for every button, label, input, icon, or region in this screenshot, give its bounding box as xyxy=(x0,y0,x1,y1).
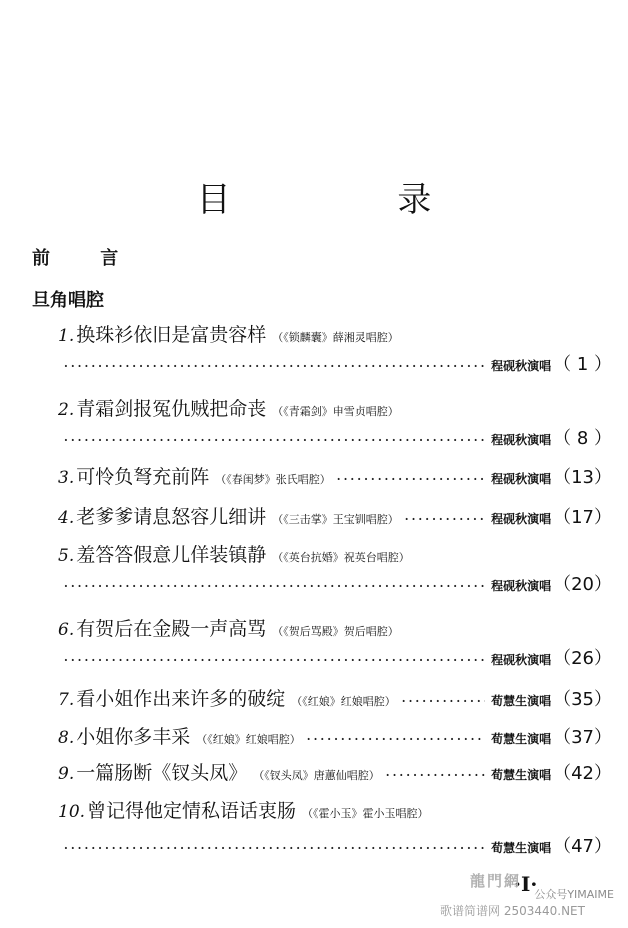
leader-dots xyxy=(64,580,485,593)
dan-qiang-heading: 旦角唱腔 xyxy=(32,290,104,311)
entry-singer: 荀慧生演唱 xyxy=(491,732,552,746)
entry-title: 有贺后在金殿一声高骂 xyxy=(76,618,267,640)
toc-entry-10[interactable] xyxy=(58,796,612,862)
entry-number: 5. xyxy=(58,546,75,566)
entry-number: 2. xyxy=(58,400,75,420)
entry-page: （37） xyxy=(553,727,612,748)
leader-dots xyxy=(64,434,485,447)
leader-dots xyxy=(386,769,485,782)
entry-page: （35） xyxy=(553,689,612,710)
leader-dots xyxy=(405,513,485,526)
leader-dots xyxy=(307,733,485,746)
entry-page: （26） xyxy=(553,648,612,669)
entry-singer: 程砚秋演唱 xyxy=(491,472,552,486)
toc-entry-8[interactable] xyxy=(58,722,612,752)
watermark xyxy=(440,870,620,926)
entry-source: （《贺后骂殿》贺后唱腔） xyxy=(272,625,399,638)
watermark-logo: 龍門網 xyxy=(470,872,522,890)
entry-source: （《青霜剑》申雪贞唱腔） xyxy=(272,405,399,418)
entry-singer: 荀慧生演唱 xyxy=(491,841,552,855)
leader-dots xyxy=(64,842,485,855)
entry-number: 4. xyxy=(58,508,75,528)
page-number: ·I· xyxy=(514,872,538,896)
entry-page: （42） xyxy=(553,763,612,784)
page-title: 目 录 xyxy=(196,180,510,220)
toc-entry-6[interactable] xyxy=(58,614,612,674)
entry-number: 8. xyxy=(58,728,75,748)
entry-source: （《三击掌》王宝钏唱腔） xyxy=(272,513,399,526)
watermark-account: 公众号YIMAIME xyxy=(534,888,614,901)
leader-dots xyxy=(337,473,485,486)
entry-singer: 程砚秋演唱 xyxy=(491,359,552,373)
toc-entry-9[interactable] xyxy=(58,758,612,788)
toc-entry-2[interactable] xyxy=(58,394,612,454)
leader-dots xyxy=(64,654,485,667)
entry-title: 曾记得他定情私语话衷肠 xyxy=(87,800,297,822)
entry-singer: 荀慧生演唱 xyxy=(491,768,552,782)
toc-entry-7[interactable] xyxy=(58,684,612,714)
toc-entry-5[interactable] xyxy=(58,540,612,600)
entry-source: （《钗头凤》唐蕙仙唱腔） xyxy=(253,769,380,782)
entry-singer: 程砚秋演唱 xyxy=(491,433,552,447)
entry-number: 3. xyxy=(58,468,75,488)
entry-source: （《英台抗婚》祝英台唱腔） xyxy=(272,551,410,564)
leader-dots xyxy=(64,360,485,373)
toc-entry-1[interactable] xyxy=(58,320,612,380)
entry-source: （《春闺梦》张氏唱腔） xyxy=(215,473,331,486)
entry-page: （ 1 ） xyxy=(553,354,612,375)
entry-title: 换珠衫依旧是富贵容样 xyxy=(76,324,267,346)
entry-title: 一篇肠断《钗头凤》 xyxy=(76,762,248,784)
entry-number: 9. xyxy=(58,764,75,784)
preface-heading[interactable]: 前 言 xyxy=(32,248,141,269)
entry-page: （47） xyxy=(553,836,612,857)
entry-page: （ 8 ） xyxy=(553,428,612,449)
entry-page: （20） xyxy=(553,574,612,595)
toc-entry-4[interactable] xyxy=(58,502,612,532)
entry-page: （13） xyxy=(553,467,612,488)
entry-page: （17） xyxy=(553,507,612,528)
leader-dots xyxy=(402,695,485,708)
entry-number: 7. xyxy=(58,690,75,710)
entry-number: 10. xyxy=(58,802,86,822)
entry-singer: 程砚秋演唱 xyxy=(491,512,552,526)
entry-title: 青霜剑报冤仇贼把命丧 xyxy=(76,398,267,420)
entry-singer: 程砚秋演唱 xyxy=(491,653,552,667)
entry-title: 看小姐作出来许多的破绽 xyxy=(76,688,286,710)
watermark-site: 歌谱简谱网 2503440.NET xyxy=(440,904,585,918)
entry-singer: 荀慧生演唱 xyxy=(491,694,552,708)
entry-source: （《红娘》红娘唱腔） xyxy=(291,695,396,708)
entry-source: （《霍小玉》霍小玉唱腔） xyxy=(302,807,429,820)
toc-entry-3[interactable] xyxy=(58,462,612,492)
entry-title: 老爹爹请息怒容儿细讲 xyxy=(76,506,267,528)
entry-title: 可怜负弩充前阵 xyxy=(76,466,210,488)
entry-singer: 程砚秋演唱 xyxy=(491,579,552,593)
entry-title: 小姐你多丰采 xyxy=(76,726,191,748)
entry-source: （《锁麟囊》薛湘灵唱腔） xyxy=(272,331,399,344)
entry-source: （《红娘》红娘唱腔） xyxy=(196,733,301,746)
entry-number: 1. xyxy=(58,326,75,346)
entry-title: 羞答答假意儿佯装镇静 xyxy=(76,544,267,566)
entry-number: 6. xyxy=(58,620,75,640)
